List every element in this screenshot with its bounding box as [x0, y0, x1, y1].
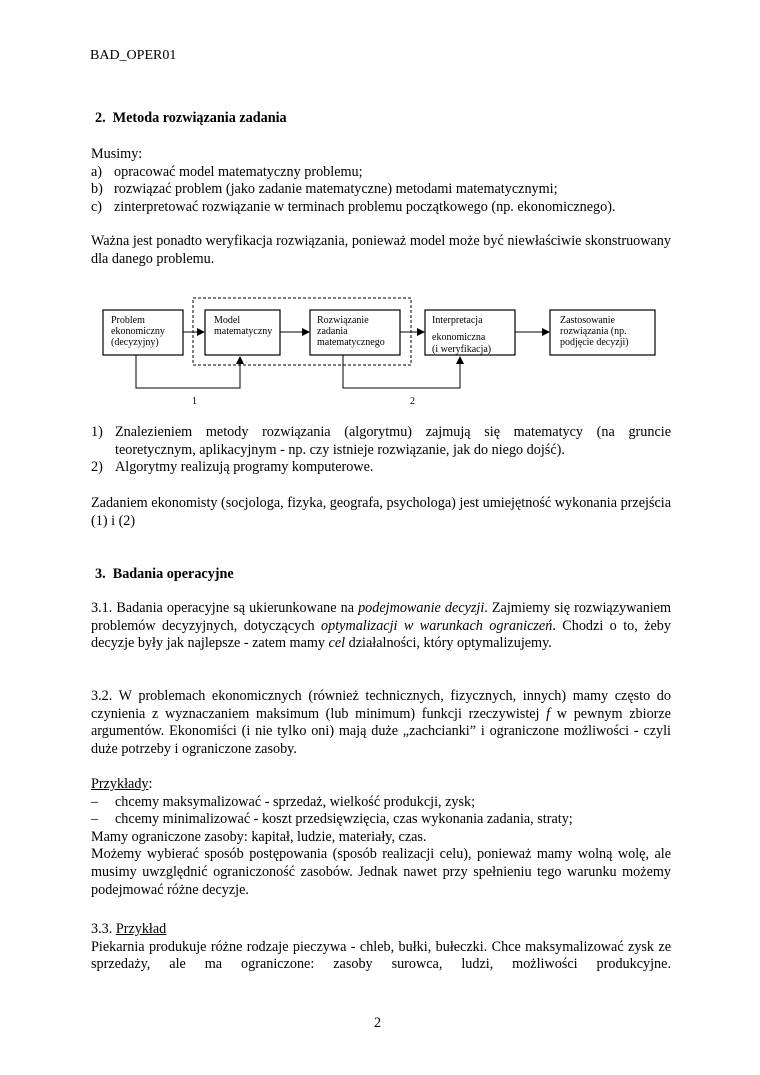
list-item-text: rozwiązać problem (jako zadanie matematyczne) metodami matematycznymi;	[114, 181, 558, 198]
p32-italic-f: f	[546, 705, 551, 722]
p31-text-e: . Chodzi o to, żeby decyzje były jak najlepsze - zatem mamy	[91, 617, 671, 652]
list-item	[91, 424, 671, 459]
box-problem-line3: (decyzyjny)	[111, 337, 159, 348]
p31-italic-optimization: optymalizacji w warunkach ograniczeń	[321, 617, 553, 634]
list-item-text: Algorytmy realizują programy komputerowe.	[115, 459, 374, 476]
dash-item	[91, 794, 671, 812]
list-item-text: zinterpretować rozwiązanie w terminach problemu początkowego (np. ekonomicznego).	[114, 198, 616, 215]
box-solution-line3: matematycznego	[317, 337, 385, 348]
verification-paragraph: Ważna jest ponadto weryfikacja rozwiązania, ponieważ model może być niewłaściwie skonstruowany dla danego problemu.	[91, 233, 671, 267]
path-1	[136, 355, 240, 388]
box-solution-line2: zadania	[317, 326, 348, 337]
dash-item	[91, 811, 671, 829]
dash-item-text: chcemy maksymalizować - sprzedaż, wielkość produkcji, zysk;	[115, 793, 476, 810]
box-application-line3: podjęcie decyzji)	[560, 337, 629, 348]
p31-text-a: 3.1. Badania operacyjne są ukierunkowane na	[91, 600, 359, 616]
box-interpretation-line2: ekonomiczna	[432, 332, 486, 343]
list-item	[91, 181, 671, 199]
notes-list	[91, 424, 671, 477]
section-3-heading	[95, 566, 234, 584]
box-application-line1: Zastosowanie	[560, 315, 615, 326]
dash-marker: –	[91, 811, 99, 828]
section-3-number: 3.	[95, 566, 106, 582]
musimy-label: Musimy:	[91, 146, 143, 162]
examples-colon: :	[148, 776, 153, 792]
dash-item-text: chcemy minimalizować - koszt przedsięwzięcia, czas wykonania zadania, straty;	[115, 811, 573, 828]
section-2-list	[91, 146, 671, 216]
p31-text-c: . Zajmiemy się rozwiązywaniem problemów decyzyjnych, dotyczących	[91, 600, 671, 634]
list-item-text: Znalezieniem metody rozwiązania (algorytmu) zajmują się matematycy (na gruncie teoretycznym, aplikacyjnym - np. czy istnieje rozwiązanie, jak do niego dojść).	[115, 424, 671, 458]
bakery-paragraph: Piekarnia produkuje różne rodzaje pieczywa - chleb, bułki, bułeczki. Chce maksymalizować zysk ze sprzedaży, ale ma ograniczone: zasoby surowca, ludzi, możliwości produkcyjne.	[91, 938, 671, 973]
list-item	[91, 199, 671, 217]
box-problem-line2: ekonomiczny	[111, 326, 165, 337]
box-problem-line1: Problem	[111, 315, 145, 326]
box-model-line1: Model	[214, 315, 241, 326]
box-model-line2: matematyczny	[214, 326, 273, 337]
list-marker: b)	[91, 181, 103, 198]
paragraph-3-1	[91, 600, 671, 653]
list-marker: c)	[91, 198, 103, 215]
list-marker: 2)	[91, 459, 103, 476]
p32-text-c: w pewnym zbiorze argumentów. Ekonomiści (i nie tylko oni) mają duże „zachcianki” i ograniczone możliwości - czyli duże potrzeby i ograniczone zasoby.	[91, 705, 671, 757]
list-marker: 1)	[91, 424, 103, 440]
limited-resources: Mamy ograniczone zasoby: kapitał, ludzie, materiały, czas.	[91, 828, 427, 845]
p33-number: 3.3.	[91, 921, 116, 937]
list-item	[91, 164, 671, 182]
list-item	[91, 459, 671, 477]
examples-heading	[91, 776, 671, 794]
box-solution-line1: Rozwiązanie	[317, 315, 369, 326]
page-number: 2	[374, 1015, 382, 1031]
method-flow-diagram	[88, 290, 668, 410]
section-2-number: 2.	[95, 110, 106, 126]
p31-italic-decisions: podejmowanie decyzji	[358, 600, 485, 616]
box-application-line2: rozwiązania (np.	[560, 326, 627, 337]
list-marker: a)	[91, 163, 103, 180]
p33-label: Przykład	[115, 921, 167, 937]
p32-text-a: 3.2. W problemach ekonomicznych (również technicznych, fizycznych, innych) mamy często do czynienia z wyznaczaniem maksimum (lub minimum) funkcji rzeczywistej	[91, 688, 671, 722]
economist-paragraph: Zadaniem ekonomisty (socjologa, fizyka, geografa, psychologa) jest umiejętność wykonania przejścia (1) i (2)	[91, 495, 671, 529]
box-interpretation-line3: (i weryfikacja)	[432, 344, 492, 355]
p31-text-g: działalności, który optymalizujemy.	[345, 635, 552, 652]
paragraph-3-2	[91, 688, 671, 758]
section-2-heading	[95, 110, 287, 128]
p33-heading	[91, 921, 671, 939]
p31-italic-goal: cel	[328, 635, 346, 652]
list-item-text: opracować model matematyczny problemu;	[114, 163, 363, 180]
section-2-title: Metoda rozwiązania zadania	[112, 110, 287, 126]
paragraph-3-3	[91, 921, 671, 974]
examples-label: Przykłady	[91, 776, 149, 792]
document-header: BAD_OPER01	[90, 48, 177, 63]
dash-marker: –	[91, 793, 99, 810]
path-2-label: 2	[410, 396, 415, 407]
path-2	[343, 355, 460, 388]
section-3-title: Badania operacyjne	[112, 566, 234, 582]
box-interpretation-line1: Interpretacja	[432, 315, 483, 326]
choose-paragraph: Możemy wybierać sposób postępowania (sposób realizacji celu), ponieważ mamy wolną wolę, ale musimy uwzględnić ograniczoność zasobów. Jednak nawet przy spełnieniu tego warunku możemy podejmować różne decyzje.	[91, 846, 671, 898]
path-1-label: 1	[192, 396, 197, 407]
examples-block	[91, 776, 671, 899]
